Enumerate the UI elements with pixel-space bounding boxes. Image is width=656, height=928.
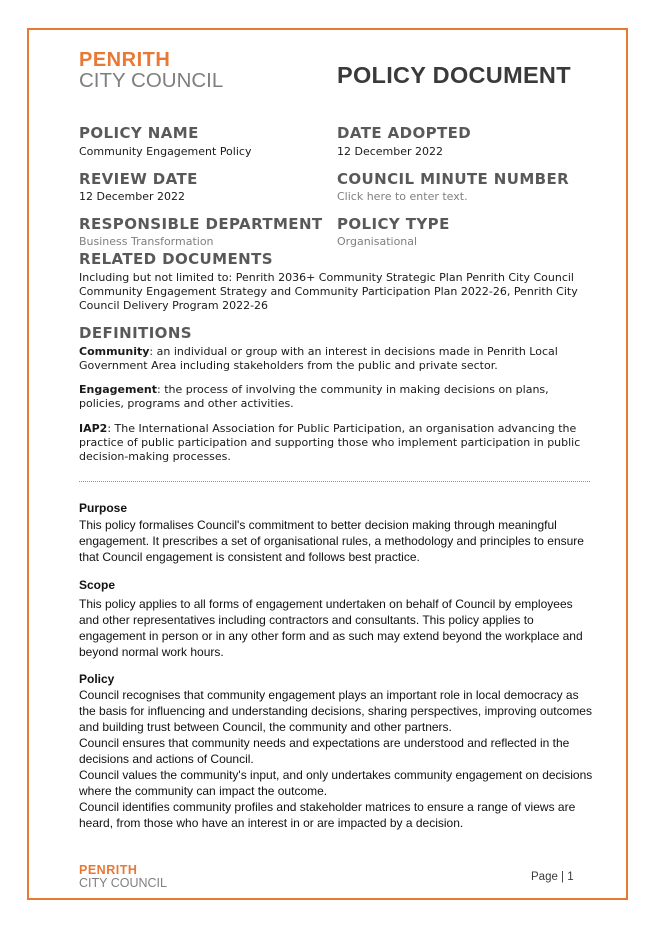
policy-name-value: Community Engagement Policy [79,145,252,158]
document-title: POLICY DOCUMENT [337,62,571,88]
related-documents-heading: RELATED DOCUMENTS [79,250,273,268]
definition-iap2 [79,422,584,464]
policy-paragraph-4: Council identifies community profiles and stakeholder matrices to ensure a range of views are heard, from those who have an interest in or are impacted by a decision. [79,800,576,830]
council-logo [79,50,223,92]
policy-type-value: Organisational [337,235,418,248]
policy-paragraph-1: Council recognises that community engagement plays an important role in local democracy as the basis for influencing and understanding decisions, sharing perspectives, improving outcomes and building trust between Council, the community and other partners. [79,688,592,734]
definition-text: : The International Association for Public Participation, an organisation advancing the practice of public participation and supporting those who implement participation in public decision-making processes. [79,422,581,463]
policy-type-label: POLICY TYPE [337,215,450,233]
footer-logo [79,864,167,889]
definition-text: : an individual or group with an interest in decisions made in Penrith Local Government Area including stakeholders from the public and private sector. [79,345,558,372]
council-minute-label: COUNCIL MINUTE NUMBER [337,170,570,188]
section-divider [79,481,590,482]
definition-term: Community [79,345,150,358]
policy-paragraph-2: Council ensures that community needs and expectations are understood and reflected in the decisions and actions of Council. [79,736,570,766]
department-label: RESPONSIBLE DEPARTMENT [79,215,323,233]
definition-term: IAP2 [79,422,108,435]
review-date-value: 12 December 2022 [79,190,186,203]
definition-community [79,345,584,373]
purpose-text: This policy formalises Council's commitment to better decision making through meaningful engagement. It prescribes a set of organisational rules, a methodology and principles to ensure that Council engagement is consistent and follows best practice. [79,518,584,564]
logo-line-1: PENRITH [79,49,171,71]
scope-text: This policy applies to all forms of engagement undertaken on behalf of Council by employees and other representatives including contractors and consultants. This policy applies to engagement in person or in any other form and as such may extend beyond the workplace and beyond normal work hours. [79,597,583,659]
council-minute-field[interactable]: Click here to enter text. [337,190,468,203]
definition-text: : the process of involving the community in making decisions on plans, policies, programs and other activities. [79,383,549,410]
footer-logo-line-2: CITY COUNCIL [79,875,167,890]
purpose-heading: Purpose [79,501,128,515]
date-adopted-value: 12 December 2022 [337,145,444,158]
review-date-label: REVIEW DATE [79,170,198,188]
related-documents-text: Including but not limited to: Penrith 2036+ Community Strategic Plan Penrith City Council Community Engagement Strategy and Community Participation Plan 2022-26, Penrith City Council Delivery Program 2022-26 [79,271,578,312]
definition-term: Engagement [79,383,157,396]
policy-paragraph-3: Council values the community's input, and only undertakes community engagement on decisions where the community can impact the outcome. [79,768,593,798]
footer-logo-line-1: PENRITH [79,863,138,877]
department-value: Business Transformation [79,235,214,248]
definition-engagement [79,383,584,411]
scope-heading: Scope [79,578,116,592]
policy-name-label: POLICY NAME [79,124,199,142]
logo-line-2: CITY COUNCIL [79,69,224,92]
date-adopted-label: DATE ADOPTED [337,124,472,142]
definitions-heading: DEFINITIONS [79,324,192,342]
policy-heading: Policy [79,672,115,686]
page-number: Page | 1 [531,871,574,883]
